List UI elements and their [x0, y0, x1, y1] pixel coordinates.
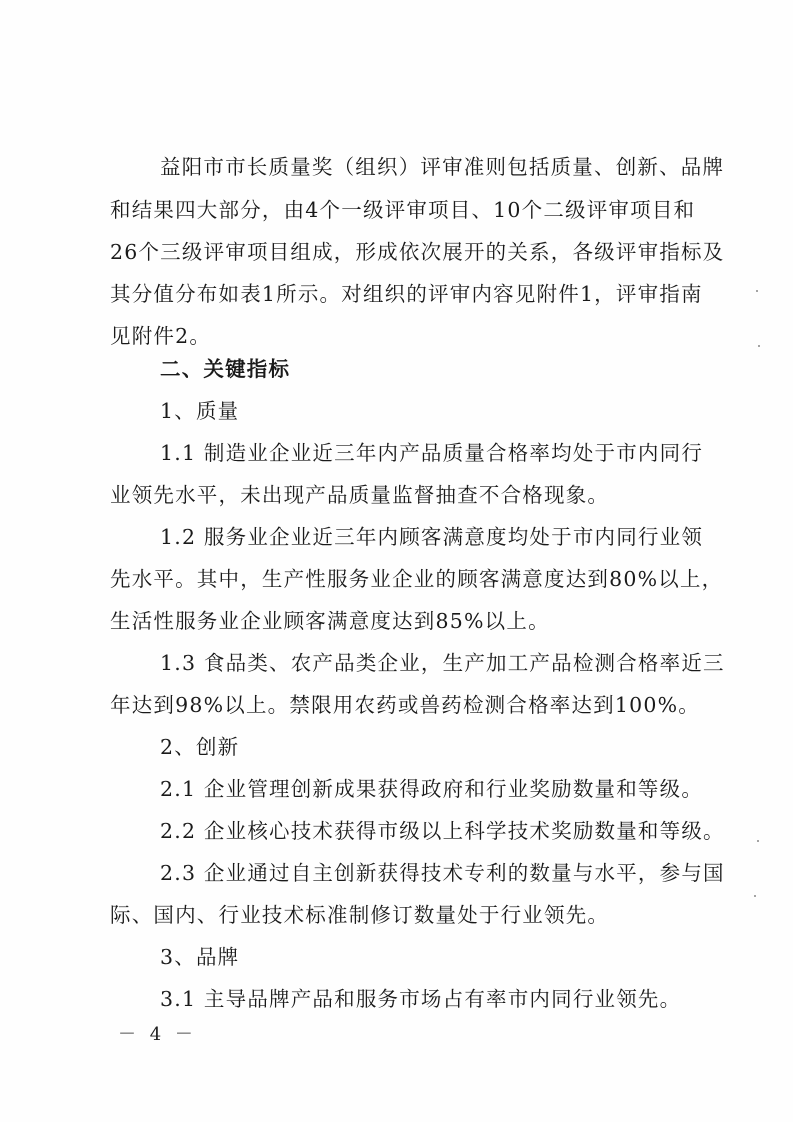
scan-speck — [754, 895, 756, 897]
paragraph-line: 其分值分布如表1所示。对组织的评审内容见附件1，评审指南 — [110, 282, 703, 306]
paragraph-line: 1.3 食品类、农产品类企业，生产加工产品检测合格率近三 — [160, 651, 725, 675]
paragraph-line: 1.2 服务业企业近三年内顾客满意度均处于市内同行业领 — [160, 525, 704, 549]
page-number: － 4 － — [118, 1024, 197, 1045]
paragraph-line: 3.1 主导品牌产品和服务市场占有率市内同行业领先。 — [160, 987, 682, 1011]
scan-speck — [757, 840, 759, 842]
paragraph-line: 年达到98%以上。禁限用农药或兽药检测合格率达到100%。 — [110, 693, 700, 717]
paragraph-line: 先水平。其中，生产性服务业企业的顾客满意度达到80%以上， — [110, 567, 724, 591]
subsection-heading: 2、创新 — [160, 735, 240, 759]
section-heading: 二、关键指标 — [160, 357, 291, 381]
paragraph-line: 益阳市市长质量奖（组织）评审准则包括质量、创新、品牌 — [160, 155, 725, 179]
paragraph-line: 见附件2。 — [110, 324, 212, 348]
scan-speck — [758, 345, 760, 347]
paragraph-line: 2.1 企业管理创新成果获得政府和行业奖励数量和等级。 — [160, 777, 704, 801]
paragraph-line: 际、国内、行业技术标准制修订数量处于行业领先。 — [110, 903, 610, 927]
scan-speck — [756, 290, 758, 292]
paragraph-line: 和结果四大部分，由4个一级评审项目、10个二级评审项目和 — [110, 198, 696, 222]
paragraph-line: 2.3 企业通过自主创新获得技术专利的数量与水平，参与国 — [160, 861, 725, 885]
paragraph-line: 1.1 制造业企业近三年内产品质量合格率均处于市内同行 — [160, 441, 704, 465]
paragraph-line: 业领先水平，未出现产品质量监督抽查不合格现象。 — [110, 483, 610, 507]
paragraph-line: 生活性服务业企业顾客满意度达到85%以上。 — [110, 609, 550, 633]
paragraph-line: 26个三级评审项目组成，形成依次展开的关系，各级评审指标及 — [110, 240, 725, 264]
paragraph-line: 2.2 企业核心技术获得市级以上科学技术奖励数量和等级。 — [160, 819, 725, 843]
subsection-heading: 1、质量 — [160, 399, 240, 423]
subsection-heading: 3、品牌 — [160, 945, 240, 969]
